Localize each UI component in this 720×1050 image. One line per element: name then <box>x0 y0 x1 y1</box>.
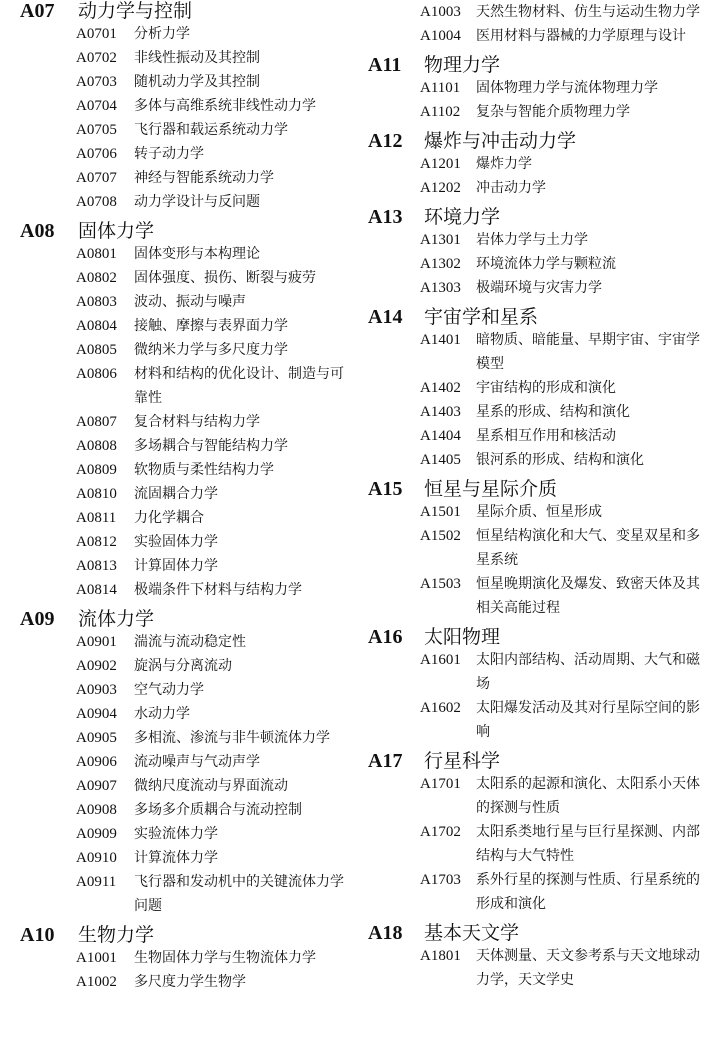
section-title: 基本天文学 <box>424 922 520 944</box>
section-heading <box>0 924 360 946</box>
list-item <box>360 228 720 252</box>
item-code: A1403 <box>420 404 461 420</box>
list-item <box>360 176 720 200</box>
list-item <box>0 410 360 434</box>
list-item <box>360 376 720 400</box>
item-code: A0704 <box>76 98 117 114</box>
list-item <box>0 166 360 190</box>
item-code: A0801 <box>76 246 117 262</box>
section-code: A18 <box>368 922 403 944</box>
list-item <box>360 76 720 100</box>
list-item <box>0 726 360 750</box>
section-block <box>360 54 720 124</box>
item-code: A1003 <box>420 4 461 20</box>
section-code: A10 <box>20 924 55 946</box>
item-text: 多场多介质耦合与流动控制 <box>134 802 302 818</box>
item-text: 环境流体力学与颗粒流 <box>476 256 616 272</box>
section-block <box>360 478 720 620</box>
item-text: 医用材料与器械的力学原理与设计 <box>476 28 686 44</box>
item-code: A1202 <box>420 180 461 196</box>
item-text: 多相流、渗流与非牛顿流体力学 <box>134 730 330 746</box>
item-code: A0805 <box>76 342 117 358</box>
section-code: A13 <box>368 206 403 228</box>
section-code: A16 <box>368 626 403 648</box>
item-code: A1002 <box>76 974 117 990</box>
section-title: 太阳物理 <box>424 626 501 648</box>
left-column <box>0 0 360 994</box>
list-item <box>0 506 360 530</box>
section-heading <box>0 608 360 630</box>
list-item <box>0 554 360 578</box>
item-text: 固体物理力学与流体物理力学 <box>476 80 658 96</box>
list-item <box>0 846 360 870</box>
item-text: 空气动力学 <box>134 682 204 698</box>
item-code: A1004 <box>420 28 461 44</box>
list-item <box>360 276 720 300</box>
item-text: 分析力学 <box>134 26 190 42</box>
item-text: 复合材料与结构力学 <box>134 414 260 430</box>
right-column <box>360 0 720 992</box>
item-code: A1302 <box>420 256 461 272</box>
item-text: 微纳米力学与多尺度力学 <box>134 342 288 358</box>
list-item <box>0 946 360 970</box>
item-code: A1503 <box>420 576 461 592</box>
list-item <box>0 822 360 846</box>
item-code: A1102 <box>420 104 461 120</box>
item-code: A0910 <box>76 850 117 866</box>
section-title: 物理力学 <box>424 54 501 76</box>
section-title: 流体力学 <box>78 608 155 630</box>
section-heading <box>360 626 720 648</box>
item-code: A0701 <box>76 26 117 42</box>
list-item <box>360 448 720 472</box>
item-text: 恒星晚期演化及爆发、致密天体及其相关高能过程 <box>476 576 700 616</box>
section-title: 环境力学 <box>424 206 501 228</box>
list-item <box>360 100 720 124</box>
item-code: A0905 <box>76 730 117 746</box>
item-code: A0807 <box>76 414 117 430</box>
section-block <box>360 130 720 200</box>
section-heading <box>360 478 720 500</box>
item-code: A0907 <box>76 778 117 794</box>
list-item <box>360 524 720 572</box>
list-item <box>360 252 720 276</box>
item-text: 极端环境与灾害力学 <box>476 280 602 296</box>
list-item <box>360 648 720 696</box>
section-block <box>0 0 360 214</box>
item-text: 冲击动力学 <box>476 180 546 196</box>
item-code: A0707 <box>76 170 117 186</box>
list-item <box>360 328 720 376</box>
item-text: 湍流与流动稳定性 <box>134 634 246 650</box>
item-code: A1401 <box>420 332 461 348</box>
item-code: A0809 <box>76 462 117 478</box>
section-title: 生物力学 <box>78 924 155 946</box>
list-item <box>0 362 360 410</box>
list-item <box>360 696 720 744</box>
item-text: 太阳系的起源和演化、太阳系小天体的探测与性质 <box>476 776 700 816</box>
item-text: 生物固体力学与生物流体力学 <box>134 950 316 966</box>
list-item <box>0 118 360 142</box>
item-code: A0708 <box>76 194 117 210</box>
item-text: 多尺度力学生物学 <box>134 974 246 990</box>
list-item <box>0 242 360 266</box>
section-title: 宇宙学和星系 <box>424 306 539 328</box>
list-item <box>0 94 360 118</box>
list-item <box>360 572 720 620</box>
item-text: 接触、摩擦与表界面力学 <box>134 318 288 334</box>
item-text: 多场耦合与智能结构力学 <box>134 438 288 454</box>
item-text: 力化学耦合 <box>134 510 204 526</box>
item-code: A1602 <box>420 700 461 716</box>
item-code: A0802 <box>76 270 117 286</box>
item-text: 爆炸力学 <box>476 156 532 172</box>
item-text: 实验流体力学 <box>134 826 218 842</box>
item-code: A0903 <box>76 682 117 698</box>
item-code: A0806 <box>76 366 117 382</box>
item-code: A1501 <box>420 504 461 520</box>
item-code: A0808 <box>76 438 117 454</box>
item-text: 旋涡与分离流动 <box>134 658 232 674</box>
item-text: 太阳内部结构、活动周期、大气和磁场 <box>476 652 700 692</box>
item-code: A0902 <box>76 658 117 674</box>
item-text: 太阳爆发活动及其对行星际空间的影响 <box>476 700 700 740</box>
list-item <box>0 142 360 166</box>
section-block <box>360 306 720 472</box>
list-item <box>0 482 360 506</box>
item-text: 星际介质、恒星形成 <box>476 504 602 520</box>
section-heading <box>360 54 720 76</box>
list-item <box>0 678 360 702</box>
section-heading <box>360 306 720 328</box>
section-heading <box>0 0 360 22</box>
item-text: 软物质与柔性结构力学 <box>134 462 274 478</box>
list-item <box>0 266 360 290</box>
list-item <box>0 22 360 46</box>
item-code: A0812 <box>76 534 117 550</box>
item-code: A1402 <box>420 380 461 396</box>
item-code: A0906 <box>76 754 117 770</box>
list-item <box>0 190 360 214</box>
section-heading <box>360 130 720 152</box>
section-heading <box>0 220 360 242</box>
item-code: A1701 <box>420 776 461 792</box>
item-text: 计算固体力学 <box>134 558 218 574</box>
item-code: A0811 <box>76 510 117 526</box>
list-item <box>360 24 720 48</box>
item-code: A1405 <box>420 452 461 468</box>
list-item <box>360 820 720 868</box>
item-code: A1001 <box>76 950 117 966</box>
section-code: A12 <box>368 130 403 152</box>
list-item <box>360 152 720 176</box>
list-item <box>0 434 360 458</box>
item-text: 转子动力学 <box>134 146 204 162</box>
item-code: A0911 <box>76 874 117 890</box>
item-code: A0901 <box>76 634 117 650</box>
section-code: A17 <box>368 750 403 772</box>
item-text: 固体强度、损伤、断裂与疲劳 <box>134 270 316 286</box>
section-code: A09 <box>20 608 55 630</box>
section-code: A07 <box>20 0 55 22</box>
list-item <box>0 870 360 918</box>
item-code: A1101 <box>420 80 461 96</box>
list-item <box>360 500 720 524</box>
list-item <box>0 70 360 94</box>
item-text: 流动噪声与气动声学 <box>134 754 260 770</box>
item-text: 星系的形成、结构和演化 <box>476 404 630 420</box>
section-heading <box>360 750 720 772</box>
item-code: A1601 <box>420 652 461 668</box>
item-text: 水动力学 <box>134 706 190 722</box>
item-text: 固体变形与本构理论 <box>134 246 260 262</box>
item-code: A1703 <box>420 872 461 888</box>
list-item <box>0 458 360 482</box>
section-code: A08 <box>20 220 55 242</box>
section-heading <box>360 206 720 228</box>
item-code: A0803 <box>76 294 117 310</box>
list-item <box>0 774 360 798</box>
item-text: 太阳系类地行星与巨行星探测、内部结构与大气特性 <box>476 824 700 864</box>
section-code: A15 <box>368 478 403 500</box>
item-text: 材料和结构的优化设计、制造与可靠性 <box>134 366 344 406</box>
item-text: 多体与高维系统非线性动力学 <box>134 98 316 114</box>
item-code: A0810 <box>76 486 117 502</box>
item-text: 波动、振动与噪声 <box>134 294 246 310</box>
continued-list <box>360 0 720 48</box>
item-code: A0706 <box>76 146 117 162</box>
item-text: 星系相互作用和核活动 <box>476 428 616 444</box>
section-block <box>0 924 360 994</box>
item-text: 随机动力学及其控制 <box>134 74 260 90</box>
list-item <box>360 0 720 24</box>
list-item <box>360 400 720 424</box>
item-code: A0908 <box>76 802 117 818</box>
item-code: A0705 <box>76 122 117 138</box>
section-title: 爆炸与冲击动力学 <box>424 130 577 152</box>
item-text: 流固耦合力学 <box>134 486 218 502</box>
item-text: 神经与智能系统动力学 <box>134 170 274 186</box>
section-title: 行星科学 <box>424 750 501 772</box>
list-item <box>0 750 360 774</box>
item-code: A0813 <box>76 558 117 574</box>
section-block <box>360 922 720 992</box>
section-heading <box>360 922 720 944</box>
item-text: 计算流体力学 <box>134 850 218 866</box>
item-text: 银河系的形成、结构和演化 <box>476 452 644 468</box>
list-item <box>0 46 360 70</box>
item-text: 天体测量、天文参考系与天文地球动力学，天文学史 <box>476 948 700 988</box>
list-item <box>0 314 360 338</box>
list-item <box>360 424 720 448</box>
list-item <box>0 654 360 678</box>
item-text: 飞行器和发动机中的关键流体力学问题 <box>134 874 344 914</box>
list-item <box>360 868 720 916</box>
item-code: A0702 <box>76 50 117 66</box>
item-text: 宇宙结构的形成和演化 <box>476 380 616 396</box>
section-title: 动力学与控制 <box>78 0 193 22</box>
item-code: A0909 <box>76 826 117 842</box>
item-text: 岩体力学与土力学 <box>476 232 588 248</box>
item-code: A1201 <box>420 156 461 172</box>
section-block <box>0 608 360 918</box>
item-text: 暗物质、暗能量、早期宇宙、宇宙学模型 <box>476 332 700 372</box>
list-item <box>0 578 360 602</box>
section-block <box>360 206 720 300</box>
item-text: 恒星结构演化和大气、变星双星和多星系统 <box>476 528 700 568</box>
item-code: A1404 <box>420 428 461 444</box>
item-code: A0804 <box>76 318 117 334</box>
section-code: A11 <box>368 54 402 76</box>
list-item <box>0 338 360 362</box>
item-code: A0703 <box>76 74 117 90</box>
item-text: 非线性振动及其控制 <box>134 50 260 66</box>
section-block <box>360 750 720 916</box>
item-code: A1502 <box>420 528 461 544</box>
list-item <box>0 702 360 726</box>
item-code: A1303 <box>420 280 461 296</box>
list-item <box>0 530 360 554</box>
list-item <box>0 290 360 314</box>
list-item <box>0 970 360 994</box>
item-code: A1301 <box>420 232 461 248</box>
section-code: A14 <box>368 306 403 328</box>
section-block <box>0 220 360 602</box>
list-item <box>360 772 720 820</box>
list-item <box>360 944 720 992</box>
item-text: 实验固体力学 <box>134 534 218 550</box>
item-text: 天然生物材料、仿生与运动生物力学 <box>476 4 700 20</box>
item-text: 系外行星的探测与性质、行星系统的形成和演化 <box>476 872 700 912</box>
section-title: 恒星与星际介质 <box>424 478 558 500</box>
item-text: 微纳尺度流动与界面流动 <box>134 778 288 794</box>
item-code: A1801 <box>420 948 461 964</box>
item-text: 飞行器和载运系统动力学 <box>134 122 288 138</box>
list-item <box>0 798 360 822</box>
item-code: A0904 <box>76 706 117 722</box>
item-text: 动力学设计与反问题 <box>134 194 260 210</box>
item-code: A1702 <box>420 824 461 840</box>
item-text: 复杂与智能介质物理力学 <box>476 104 630 120</box>
item-text: 极端条件下材料与结构力学 <box>134 582 302 598</box>
section-title: 固体力学 <box>78 220 155 242</box>
item-code: A0814 <box>76 582 117 598</box>
section-block <box>360 626 720 744</box>
list-item <box>0 630 360 654</box>
